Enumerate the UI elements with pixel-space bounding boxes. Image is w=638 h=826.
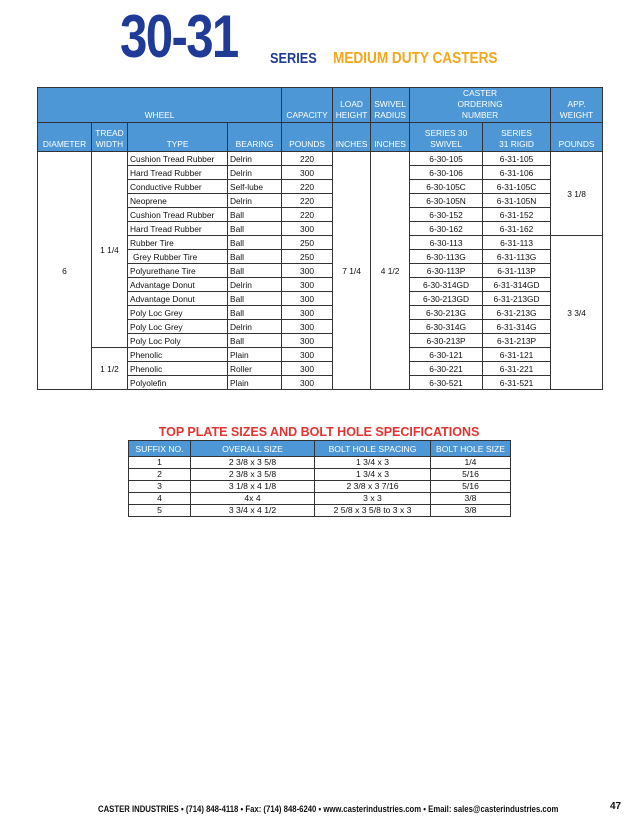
bearing-cell: Ball [228,334,282,348]
bolt-spacing-cell: 1 3/4 x 3 [315,457,431,469]
bearing-cell: Delrin [228,166,282,180]
tread-width-cell: 1 1/2 [92,348,128,390]
header-overall-size: OVERALL SIZE [191,441,315,457]
suffix-cell: 5 [129,505,191,517]
series30-cell: 6-30-314G [410,320,483,334]
bearing-cell: Ball [228,292,282,306]
header-series-30: SERIES 30 SWIVEL [410,123,483,152]
header-bolt-hole-spacing: BOLT HOLE SPACING [315,441,431,457]
capacity-cell: 300 [282,264,333,278]
bolt-size-cell: 3/8 [431,493,511,505]
bolt-size-cell: 5/16 [431,469,511,481]
bearing-cell: Self-lube [228,180,282,194]
diameter-cell: 6 [38,152,92,390]
capacity-cell: 300 [282,376,333,390]
type-cell: Polyolefin [128,376,228,390]
tread-width-cell: 1 1/4 [92,152,128,348]
series31-cell: 6-31-113G [483,250,551,264]
series31-cell: 6-31-213G [483,306,551,320]
load-height-cell: 7 1/4 [333,152,371,390]
series30-cell: 6-30-121 [410,348,483,362]
series31-cell: 6-31-106 [483,166,551,180]
plate-spec-table [128,440,511,517]
header-bolt-hole-size: BOLT HOLE SIZE [431,441,511,457]
capacity-cell: 220 [282,194,333,208]
table-row [38,152,603,166]
suffix-cell: 4 [129,493,191,505]
bearing-cell: Delrin [228,152,282,166]
series30-cell: 6-30-105N [410,194,483,208]
bearing-cell: Ball [228,222,282,236]
swivel-radius-cell: 4 1/2 [371,152,410,390]
bearing-cell: Delrin [228,278,282,292]
bolt-spacing-cell: 2 5/8 x 3 5/8 to 3 x 3 [315,505,431,517]
plate-section-title: TOP PLATE SIZES AND BOLT HOLE SPECIFICATIONS [158,425,480,439]
capacity-cell: 220 [282,208,333,222]
series31-cell: 6-31-213P [483,334,551,348]
capacity-cell: 300 [282,292,333,306]
type-cell: Hard Tread Rubber [128,222,228,236]
series-number: 30-31 [120,3,238,70]
header-diameter: DIAMETER [38,123,92,152]
series31-cell: 6-31-113P [483,264,551,278]
header-app-weight: APP. WEIGHT [551,88,603,123]
header-wheel: WHEEL [38,88,282,123]
capacity-cell: 300 [282,334,333,348]
page-header [0,3,638,70]
capacity-cell: 250 [282,236,333,250]
type-cell: Cushion Tread Rubber [128,208,228,222]
type-cell: Polyurethane Tire [128,264,228,278]
suffix-cell: 1 [129,457,191,469]
bolt-size-cell: 3/8 [431,505,511,517]
header-row-bottom [38,123,603,152]
series30-cell: 6-30-213G [410,306,483,320]
series30-cell: 6-30-162 [410,222,483,236]
type-cell: Cushion Tread Rubber [128,152,228,166]
series30-cell: 6-30-105 [410,152,483,166]
weight-cell: 3 1/8 [551,152,603,236]
series31-cell: 6-31-152 [483,208,551,222]
capacity-cell: 300 [282,306,333,320]
header-inches-radius: INCHES [371,123,410,152]
page-number: 47 [610,801,622,812]
series31-cell: 6-31-521 [483,376,551,390]
header-load-height: LOAD HEIGHT [333,88,371,123]
plate-row [129,457,511,469]
bearing-cell: Ball [228,236,282,250]
overall-size-cell: 2 3/8 x 3 5/8 [191,469,315,481]
capacity-cell: 300 [282,320,333,334]
overall-size-cell: 3 3/4 x 4 1/2 [191,505,315,517]
capacity-cell: 300 [282,222,333,236]
series31-cell: 6-31-105N [483,194,551,208]
header-row-top [38,88,603,123]
capacity-cell: 300 [282,166,333,180]
bearing-cell: Ball [228,264,282,278]
type-cell: Phenolic [128,362,228,376]
series30-cell: 6-30-113P [410,264,483,278]
series30-cell: 6-30-213P [410,334,483,348]
table-row [38,348,603,362]
header-pounds: POUNDS [282,123,333,152]
type-cell: Neoprene [128,194,228,208]
type-cell: Poly Loc Poly [128,334,228,348]
bearing-cell: Delrin [228,320,282,334]
header-capacity: CAPACITY [282,88,333,123]
header-tread-width: TREAD WIDTH [92,123,128,152]
type-cell: Grey Rubber Tire [128,250,228,264]
plate-row [129,481,511,493]
bearing-cell: Ball [228,306,282,320]
series31-cell: 6-31-314G [483,320,551,334]
header-bearing: BEARING [228,123,282,152]
capacity-cell: 300 [282,348,333,362]
series30-cell: 6-30-221 [410,362,483,376]
caster-spec-table [37,87,603,390]
series30-cell: 6-30-521 [410,376,483,390]
header-suffix-no: SUFFIX NO. [129,441,191,457]
series30-cell: 6-30-213GD [410,292,483,306]
capacity-cell: 220 [282,180,333,194]
overall-size-cell: 3 1/8 x 4 1/8 [191,481,315,493]
header-swivel-radius: SWIVEL RADIUS [371,88,410,123]
capacity-cell: 220 [282,152,333,166]
bolt-size-cell: 1/4 [431,457,511,469]
bearing-cell: Delrin [228,194,282,208]
plate-row [129,493,511,505]
series31-cell: 6-31-314GD [483,278,551,292]
header-series-31: SERIES 31 RIGID [483,123,551,152]
type-cell: Advantage Donut [128,292,228,306]
bolt-spacing-cell: 2 3/8 x 3 7/16 [315,481,431,493]
bearing-cell: Plain [228,348,282,362]
type-cell: Poly Loc Grey [128,320,228,334]
series31-cell: 6-31-105 [483,152,551,166]
series30-cell: 6-30-105C [410,180,483,194]
capacity-cell: 300 [282,362,333,376]
bearing-cell: Roller [228,362,282,376]
suffix-cell: 2 [129,469,191,481]
series30-cell: 6-30-113 [410,236,483,250]
type-cell: Rubber Tire [128,236,228,250]
series31-cell: 6-31-162 [483,222,551,236]
series-word: SERIES [270,50,317,67]
weight-cell: 3 3/4 [551,236,603,390]
type-cell: Hard Tread Rubber [128,166,228,180]
bearing-cell: Ball [228,208,282,222]
type-cell: Advantage Donut [128,278,228,292]
series31-cell: 6-31-221 [483,362,551,376]
series30-cell: 6-30-106 [410,166,483,180]
bolt-spacing-cell: 1 3/4 x 3 [315,469,431,481]
series30-cell: 6-30-152 [410,208,483,222]
type-cell: Poly Loc Grey [128,306,228,320]
suffix-cell: 3 [129,481,191,493]
series31-cell: 6-31-213GD [483,292,551,306]
header-inches-load: INCHES [333,123,371,152]
header-weight-pounds: POUNDS [551,123,603,152]
page-subtitle: MEDIUM DUTY CASTERS [333,50,498,67]
plate-header-row [129,441,511,457]
series30-cell: 6-30-314GD [410,278,483,292]
overall-size-cell: 4x 4 [191,493,315,505]
series31-cell: 6-31-105C [483,180,551,194]
capacity-cell: 300 [282,278,333,292]
type-cell: Conductive Rubber [128,180,228,194]
overall-size-cell: 2 3/8 x 3 5/8 [191,457,315,469]
type-cell: Phenolic [128,348,228,362]
page-footer: CASTER INDUSTRIES • (714) 848-4118 • Fax: (714) 848-6240 • www.casterindustries.com • Email: sales@casterindustries.com [98,804,559,814]
series31-cell: 6-31-113 [483,236,551,250]
bearing-cell: Ball [228,250,282,264]
series30-cell: 6-30-113G [410,250,483,264]
plate-row [129,469,511,481]
bearing-cell: Plain [228,376,282,390]
capacity-cell: 250 [282,250,333,264]
bolt-spacing-cell: 3 x 3 [315,493,431,505]
series31-cell: 6-31-121 [483,348,551,362]
header-caster-ordering: CASTER ORDERING NUMBER [410,88,551,123]
plate-row [129,505,511,517]
header-type: TYPE [128,123,228,152]
bolt-size-cell: 5/16 [431,481,511,493]
